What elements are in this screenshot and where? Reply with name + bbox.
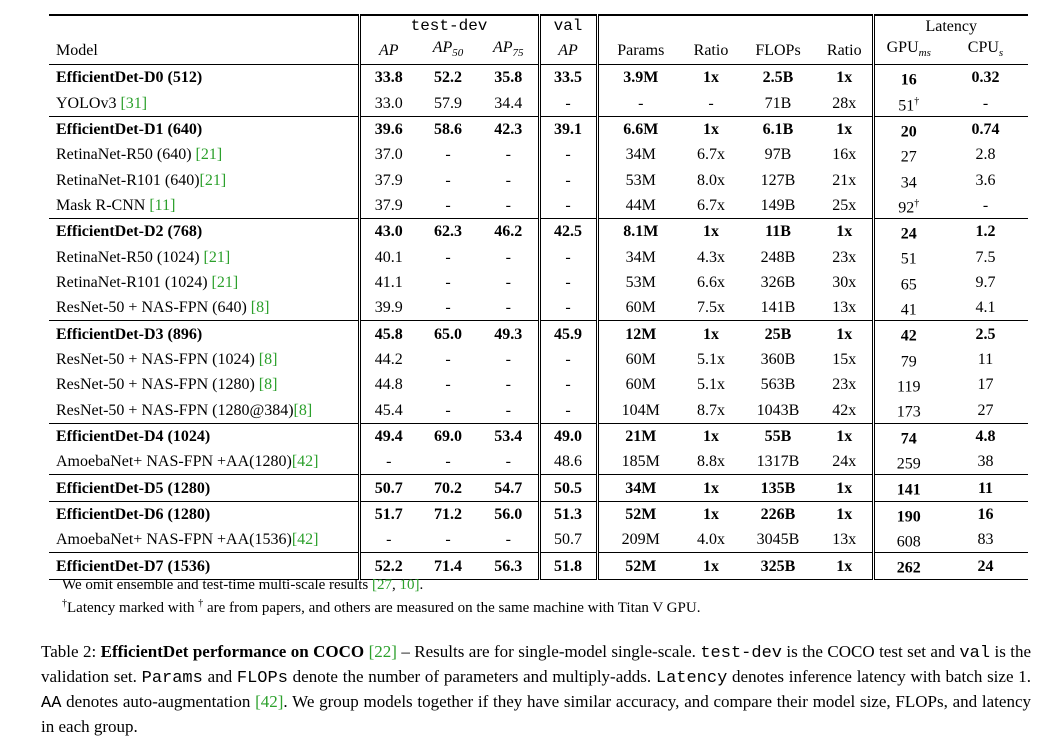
cpu-cell: 1.2 — [943, 219, 1028, 245]
params-cell: 34M — [625, 248, 656, 266]
ratio2-cell: 1x — [817, 321, 873, 347]
table-row — [49, 475, 1028, 501]
val-cell: 50.7 — [539, 527, 597, 553]
ap75-cell: 42.3 — [479, 116, 539, 142]
params-cell: 3.9M — [623, 69, 659, 87]
ap-cell: 43.0 — [359, 219, 417, 245]
params-cell: 104M — [621, 401, 660, 419]
ratio1-cell: 1x — [683, 423, 739, 449]
model-name-cell: ResNet-50 + NAS-FPN (1280) [8] — [49, 372, 359, 397]
gpu-latency-cell: 51† — [898, 95, 920, 114]
model-name-cell: YOLOv3 [31] — [49, 91, 359, 117]
ratio1-header: Ratio — [683, 37, 739, 65]
model-name-cell: RetinaNet-R50 (1024) [21] — [49, 244, 359, 269]
header-row-2 — [49, 37, 1028, 65]
ratio2-cell: 1x — [817, 65, 873, 91]
table-row — [49, 397, 1028, 423]
params-cell: 52M — [597, 501, 683, 527]
table-row — [49, 527, 1028, 553]
ap75-cell: 34.4 — [479, 91, 539, 117]
ap50-cell: - — [445, 248, 451, 266]
table-row — [49, 244, 1028, 269]
ap-cell: 45.8 — [359, 321, 417, 347]
ratio2-cell: 24x — [817, 449, 873, 475]
flops-header: FLOPs — [739, 37, 817, 65]
model-name-cell: RetinaNet-R50 (640) [21] — [49, 142, 359, 167]
ap-cell: 45.4 — [374, 401, 403, 419]
ap50-cell: 57.9 — [434, 94, 462, 112]
ap50-cell: - — [445, 401, 451, 419]
val-cell: - — [539, 397, 597, 423]
ap-cell: 37.9 — [374, 196, 403, 214]
ratio1-cell: 1x — [683, 475, 739, 501]
model-name-cell: EfficientDet-D3 (896) — [49, 321, 359, 347]
val-cell: 51.8 — [539, 553, 597, 579]
val-cell: 39.1 — [539, 116, 597, 142]
gpu-header: $GPU_{ms}$ — [873, 37, 943, 65]
ap75-cell: - — [479, 244, 539, 269]
params-cell: 53M — [625, 171, 656, 189]
ap-cell: 40.1 — [374, 248, 403, 266]
table-row — [49, 553, 1028, 579]
ap75-cell: 54.7 — [479, 475, 539, 501]
ap50-cell: - — [445, 350, 451, 368]
ap-cell: - — [386, 531, 392, 549]
ap50-cell: - — [445, 531, 451, 549]
model-name-cell: ResNet-50 + NAS-FPN (1024) [8] — [49, 347, 359, 372]
val-cell: - — [539, 168, 597, 193]
ratio2-cell: 21x — [817, 168, 873, 193]
ap75-cell: - — [479, 168, 539, 193]
val-cell: 51.3 — [539, 501, 597, 527]
model-header: Model — [49, 37, 359, 65]
params-cell: 185M — [621, 453, 660, 471]
table-row — [49, 449, 1028, 475]
gpu-latency-cell: 65 — [900, 276, 917, 294]
gpu-latency-cell: 190 — [873, 501, 943, 527]
params-cell: 209M — [621, 531, 660, 549]
ap-cell: 52.2 — [359, 553, 417, 579]
citation-link: [21] — [203, 248, 231, 266]
cpu-cell: 9.7 — [975, 273, 996, 291]
ratio2-header: Ratio — [817, 37, 873, 65]
citation-link: [8] — [258, 350, 278, 368]
table-row — [49, 270, 1028, 295]
gpu-latency-cell: 141 — [873, 475, 943, 501]
ap-cell: 51.7 — [359, 501, 417, 527]
flops-cell: 3045B — [756, 531, 800, 549]
citation-link: [8] — [258, 376, 278, 394]
citation-link: [8] — [293, 401, 313, 419]
ap50-cell: - — [445, 146, 451, 164]
ratio2-cell: 1x — [817, 553, 873, 579]
params-cell: 44M — [625, 196, 656, 214]
ap75-cell: 35.8 — [479, 65, 539, 91]
ratio2-cell: 23x — [817, 244, 873, 269]
testdev-header: test-dev — [359, 15, 539, 37]
cpu-cell: 2.8 — [975, 146, 996, 164]
gpu-latency-cell: 34 — [900, 173, 917, 191]
cpu-cell: 4.8 — [943, 423, 1028, 449]
flops-cell: 11B — [739, 219, 817, 245]
params-cell: 52M — [597, 553, 683, 579]
ratio2-cell: 15x — [817, 347, 873, 372]
gpu-latency-cell: 79 — [900, 353, 917, 371]
cpu-cell: 38 — [977, 453, 994, 471]
ratio2-cell: 1x — [817, 501, 873, 527]
flops-cell: 563B — [760, 376, 796, 394]
gpu-latency-cell: 41 — [900, 301, 917, 319]
citation-link: [8] — [250, 299, 270, 317]
ap-cell: 33.0 — [374, 94, 403, 112]
gpu-latency-cell: 262 — [873, 553, 943, 579]
ap75-cell: - — [479, 270, 539, 295]
ratio1-cell: 8.7x — [697, 401, 725, 419]
params-cell: 34M — [597, 475, 683, 501]
ap50-cell: - — [445, 453, 451, 471]
val-cell: 49.0 — [539, 423, 597, 449]
ap-cell: 44.8 — [374, 376, 403, 394]
ratio1-cell: 1x — [683, 501, 739, 527]
ratio2-cell: 1x — [817, 116, 873, 142]
gpu-latency-cell: 42 — [873, 321, 943, 347]
ap75-cell: 46.2 — [479, 219, 539, 245]
citation-link: [21] — [211, 273, 239, 291]
gpu-latency-cell: 92† — [898, 197, 920, 217]
ratio1-cell: 1x — [703, 69, 719, 87]
gpu-latency-cell: 16 — [900, 71, 917, 89]
cpu-cell: 83 — [977, 531, 994, 549]
ap50-cell: 62.3 — [417, 219, 479, 245]
val-cell: 50.5 — [539, 475, 597, 501]
ap75-header: $AP_{75}$ — [479, 37, 539, 65]
ap50-cell: - — [445, 299, 451, 317]
gpu-latency-cell: 24 — [873, 219, 943, 245]
cpu-cell: 3.6 — [975, 171, 996, 189]
flops-cell: 6.1B — [739, 116, 817, 142]
ratio2-cell: 28x — [817, 91, 873, 117]
flops-cell: 1317B — [756, 453, 800, 471]
flops-cell: 127B — [760, 171, 796, 189]
ap50-cell: - — [445, 376, 451, 394]
citation-link: [42] — [291, 453, 319, 471]
cpu-cell: 27 — [977, 401, 994, 419]
ap75-cell: - — [479, 397, 539, 423]
gpu-latency-cell: 51 — [900, 250, 917, 268]
val-cell: - — [539, 270, 597, 295]
ratio1-cell: 6.6x — [697, 273, 725, 291]
ratio1-cell: 1x — [683, 219, 739, 245]
ratio1-cell: 7.5x — [697, 299, 725, 317]
ap-cell: - — [386, 453, 392, 471]
params-header: Params — [597, 37, 683, 65]
cpu-cell: 17 — [977, 376, 994, 394]
results-table — [49, 14, 1028, 580]
table-row — [49, 116, 1028, 142]
flops-cell: 97B — [764, 146, 792, 164]
val-cell: - — [539, 142, 597, 167]
ap50-cell: 70.2 — [417, 475, 479, 501]
ratio1-cell: 6.7x — [697, 146, 725, 164]
flops-cell: 135B — [739, 475, 817, 501]
cpu-cell: 0.32 — [971, 69, 1000, 87]
table-caption: Table 2: EfficientDet performance on COCO [22] – Results are for single-model single-scale. test-dev is the COCO test set and val is the validation set. Params and FLOPs denote the number of parameters and multiply-adds. Latency denotes inference latency with batch size 1. AA denotes auto-augmentation [42]. We group models together if they have similar accuracy, and compare their model size, FLOPs, and latency in each group. — [41, 642, 1032, 736]
table-row — [49, 372, 1028, 397]
flops-cell: 141B — [760, 299, 796, 317]
model-name-cell: EfficientDet-D6 (1280) — [49, 501, 359, 527]
params-cell: 53M — [625, 273, 656, 291]
params-cell: - — [638, 94, 644, 112]
val-cell: 42.5 — [539, 219, 597, 245]
ratio1-cell: 1x — [683, 116, 739, 142]
val-cell: - — [539, 372, 597, 397]
table-row — [49, 142, 1028, 167]
cpu-cell: 7.5 — [975, 248, 996, 266]
model-name-cell: EfficientDet-D0 (512) — [49, 65, 359, 91]
ap50-header: $AP_{50}$ — [417, 37, 479, 65]
ratio1-cell: 1x — [683, 321, 739, 347]
model-name-cell: EfficientDet-D5 (1280) — [49, 475, 359, 501]
ap-cell: 41.1 — [374, 273, 403, 291]
table-row — [49, 501, 1028, 527]
citation-link: [31] — [120, 94, 148, 112]
citation-link: [42] — [291, 531, 319, 549]
ap50-cell: - — [445, 273, 451, 291]
ap75-cell: 49.3 — [479, 321, 539, 347]
ap50-cell: 58.6 — [417, 116, 479, 142]
model-name-cell: RetinaNet-R101 (640)[21] — [49, 168, 359, 193]
citation-link: [21] — [199, 171, 227, 189]
model-name-cell: Mask R-CNN [11] — [49, 193, 359, 219]
citation-link: [21] — [195, 146, 223, 164]
ap-cell: 49.4 — [359, 423, 417, 449]
ratio2-cell: 1x — [817, 423, 873, 449]
ap50-cell: - — [445, 196, 451, 214]
ap-header: AP — [359, 37, 417, 65]
gpu-latency-cell: 259 — [896, 455, 921, 473]
gpu-latency-cell: 173 — [896, 403, 921, 421]
footnote-2: †Latency marked with † are from papers, and others are measured on the same machine with Titan V GPU. — [62, 598, 701, 616]
footnote-1: We omit ensemble and test-time multi-scale results [27, 10]. — [62, 577, 424, 593]
ratio1-cell: 8.8x — [697, 453, 725, 471]
gpu-latency-cell: 608 — [896, 533, 921, 551]
gpu-latency-cell: 20 — [873, 116, 943, 142]
ap50-cell: 52.2 — [434, 69, 462, 87]
flops-cell: 25B — [739, 321, 817, 347]
params-cell: 21M — [597, 423, 683, 449]
ratio2-cell: 16x — [817, 142, 873, 167]
ap-cell: 37.0 — [374, 146, 403, 164]
ratio2-cell: 1x — [817, 475, 873, 501]
params-cell: 6.6M — [597, 116, 683, 142]
model-name-cell: EfficientDet-D4 (1024) — [49, 423, 359, 449]
model-name-cell: RetinaNet-R101 (1024) [21] — [49, 270, 359, 295]
header-row-1 — [49, 15, 1028, 37]
ap75-cell: - — [479, 142, 539, 167]
model-name-cell: EfficientDet-D1 (640) — [49, 116, 359, 142]
ap-cell: 50.7 — [359, 475, 417, 501]
val-cell: - — [539, 244, 597, 269]
ratio1-cell: 5.1x — [697, 350, 725, 368]
flops-cell: 248B — [760, 248, 796, 266]
table-row — [49, 193, 1028, 219]
params-cell: 34M — [625, 146, 656, 164]
flops-cell: 360B — [760, 350, 796, 368]
cpu-cell: 24 — [943, 553, 1028, 579]
ap75-cell: - — [479, 449, 539, 475]
ratio1-cell: 8.0x — [697, 171, 725, 189]
cpu-cell: 16 — [943, 501, 1028, 527]
val-cell: 33.5 — [539, 65, 597, 91]
ratio1-cell: 5.1x — [697, 376, 725, 394]
flops-cell: 149B — [760, 196, 796, 214]
ap50-cell: 69.0 — [417, 423, 479, 449]
val-ap-header: AP — [539, 37, 597, 65]
table-row — [49, 65, 1028, 91]
table-row — [49, 423, 1028, 449]
flops-cell: 1043B — [756, 401, 800, 419]
ratio1-cell: 4.0x — [697, 531, 725, 549]
cpu-cell: 11 — [943, 475, 1028, 501]
ratio2-cell: 1x — [817, 219, 873, 245]
params-cell: 12M — [597, 321, 683, 347]
ap75-cell: 56.3 — [479, 553, 539, 579]
ap50-cell: 71.2 — [417, 501, 479, 527]
ratio1-cell: 1x — [683, 553, 739, 579]
ratio2-cell: 13x — [817, 527, 873, 553]
citation-link: [11] — [149, 196, 176, 214]
ap75-cell: - — [479, 527, 539, 553]
params-cell: 8.1M — [597, 219, 683, 245]
latency-header: Latency — [873, 15, 1028, 37]
ap75-cell: 56.0 — [479, 501, 539, 527]
val-cell: - — [539, 193, 597, 219]
gpu-latency-cell: 119 — [897, 378, 921, 396]
model-name-cell: AmoebaNet+ NAS-FPN +AA(1280)[42] — [49, 449, 359, 475]
flops-cell: 71B — [764, 94, 792, 112]
model-name-cell: AmoebaNet+ NAS-FPN +AA(1536)[42] — [49, 527, 359, 553]
ap75-cell: - — [479, 295, 539, 321]
cpu-cell: 0.74 — [943, 116, 1028, 142]
gpu-latency-cell: 27 — [900, 148, 917, 166]
flops-cell: 55B — [739, 423, 817, 449]
flops-cell: 2.5B — [762, 69, 794, 87]
ap75-cell: - — [479, 193, 539, 219]
table-row — [49, 321, 1028, 347]
table-row — [49, 168, 1028, 193]
model-name-cell: EfficientDet-D7 (1536) — [49, 553, 359, 579]
ratio1-cell: - — [708, 94, 714, 112]
ratio1-cell: 4.3x — [697, 248, 725, 266]
ratio2-cell: 23x — [817, 372, 873, 397]
flops-cell: 326B — [760, 273, 796, 291]
model-name-cell: ResNet-50 + NAS-FPN (1280@384)[8] — [49, 397, 359, 423]
gpu-latency-cell: 74 — [873, 423, 943, 449]
ratio1-cell: 6.7x — [697, 196, 725, 214]
cpu-header: $CPU_s$ — [943, 37, 1028, 65]
ap50-cell: - — [445, 171, 451, 189]
ap-cell: 44.2 — [374, 350, 403, 368]
ap-cell: 39.9 — [374, 299, 403, 317]
val-cell: 48.6 — [539, 449, 597, 475]
ap-cell: 37.9 — [374, 171, 403, 189]
val-cell: 45.9 — [539, 321, 597, 347]
params-cell: 60M — [625, 350, 656, 368]
table-row — [49, 295, 1028, 321]
cpu-cell: 2.5 — [943, 321, 1028, 347]
val-cell: - — [539, 347, 597, 372]
params-cell: 60M — [625, 299, 656, 317]
params-cell: 60M — [625, 376, 656, 394]
table-row — [49, 219, 1028, 245]
ap75-cell: - — [479, 372, 539, 397]
cpu-cell: 11 — [977, 350, 994, 368]
ratio2-cell: 42x — [817, 397, 873, 423]
cpu-cell: 4.1 — [975, 299, 996, 317]
model-name-cell: ResNet-50 + NAS-FPN (640) [8] — [49, 295, 359, 321]
ap50-cell: 65.0 — [417, 321, 479, 347]
cpu-cell: - — [982, 196, 989, 214]
val-cell: - — [539, 91, 597, 117]
ap75-cell: - — [479, 347, 539, 372]
ap50-cell: 71.4 — [417, 553, 479, 579]
table-row — [49, 347, 1028, 372]
cpu-cell: - — [982, 94, 989, 112]
ratio2-cell: 13x — [817, 295, 873, 321]
ratio2-cell: 30x — [817, 270, 873, 295]
flops-cell: 226B — [739, 501, 817, 527]
flops-cell: 325B — [739, 553, 817, 579]
model-name-cell: EfficientDet-D2 (768) — [49, 219, 359, 245]
ap-cell: 33.8 — [374, 69, 403, 87]
table-row — [49, 91, 1028, 117]
val-header: val — [539, 15, 597, 37]
ap75-cell: 53.4 — [479, 423, 539, 449]
ratio2-cell: 25x — [817, 193, 873, 219]
val-cell: - — [539, 295, 597, 321]
ap-cell: 39.6 — [359, 116, 417, 142]
